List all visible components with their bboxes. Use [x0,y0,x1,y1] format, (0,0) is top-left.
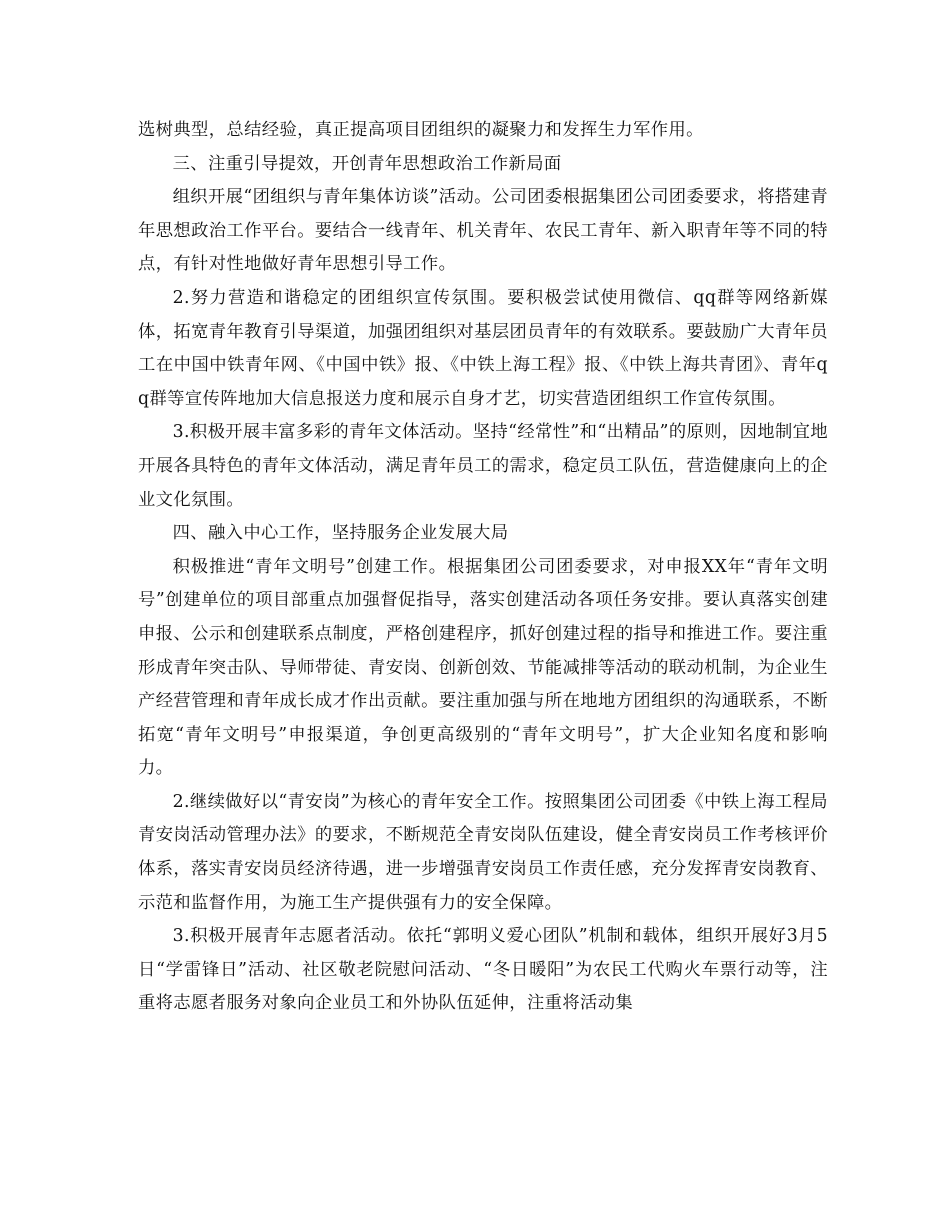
paragraph: 2.继续做好以“青安岗”为核心的青年安全工作。按照集团公司团委《中铁上海工程局青安岗活动管理办法》的要求，不断规范全青安岗队伍建设，健全青安岗员工作考核评价体系，落实青安岗员经济待遇，进一步增强青安岗员工作责任感，充分发挥青安岗教育、示范和监督作用，为施工生产提供强有力的安全保障。 [138,791,828,913]
paragraph: 组织开展“团组织与青年集体访谈”活动。公司团委根据集团公司团委要求，将搭建青年思想政治工作平台。要结合一线青年、机关青年、农民工青年、新入职青年等不同的特点，有针对性地做好青年思想引导工作。 [138,187,828,275]
section-heading: 三、注重引导提效，开创青年思想政治工作新局面 [172,153,562,174]
document-body [138,114,828,1021]
paragraph: 2.努力营造和谐稳定的团组织宣传氛围。要积极尝试使用微信、qq群等网络新媒体，拓宽青年教育引导渠道，加强团组织对基层团员青年的有效联系。要鼓励广大青年员工在中国中铁青年网、《中国中铁》报、《中铁上海工程》报、《中铁上海共青团》、青年qq群等宣传阵地加大信息报送力度和展示自身才艺，切实营造团组织工作宣传氛围。 [138,287,828,409]
paragraph: 积极推进“青年文明号”创建工作。根据集团公司团委要求，对申报XX年“青年文明号”创建单位的项目部重点加强督促指导，落实创建活动各项任务安排。要认真落实创建申报、公示和创建联系点制度，严格创建程序，抓好创建过程的指导和推进工作。要注重形成青年突击队、导师带徒、青安岗、创新创效、节能减排等活动的联动机制，为企业生产经营管理和青年成长成才作出贡献。要注重加强与所在地地方团组织的沟通联系，不断拓宽“青年文明号”申报渠道，争创更高级别的“青年文明号”，扩大企业知名度和影响力。 [138,556,828,779]
paragraph: 3.积极开展青年志愿者活动。依托“郭明义爱心团队”机制和载体，组织开展好3月5日“学雷锋日”活动、社区敬老院慰问活动、“冬日暖阳”为农民工代购火车票行动等，注重将志愿者服务对象向企业员工和外协队伍延伸，注重将活动集 [138,926,828,1014]
paragraph: 3.积极开展丰富多彩的青年文体活动。坚持“经常性”和“出精品”的原则，因地制宜地开展各具特色的青年文体活动，满足青年员工的需求，稳定员工队伍，营造健康向上的企业文化氛围。 [138,422,829,510]
paragraph: 选树典型，总结经验，真正提高项目团组织的凝聚力和发挥生力军作用。 [138,120,704,140]
section-heading: 四、融入中心工作，坚持服务企业发展大局 [172,523,509,544]
